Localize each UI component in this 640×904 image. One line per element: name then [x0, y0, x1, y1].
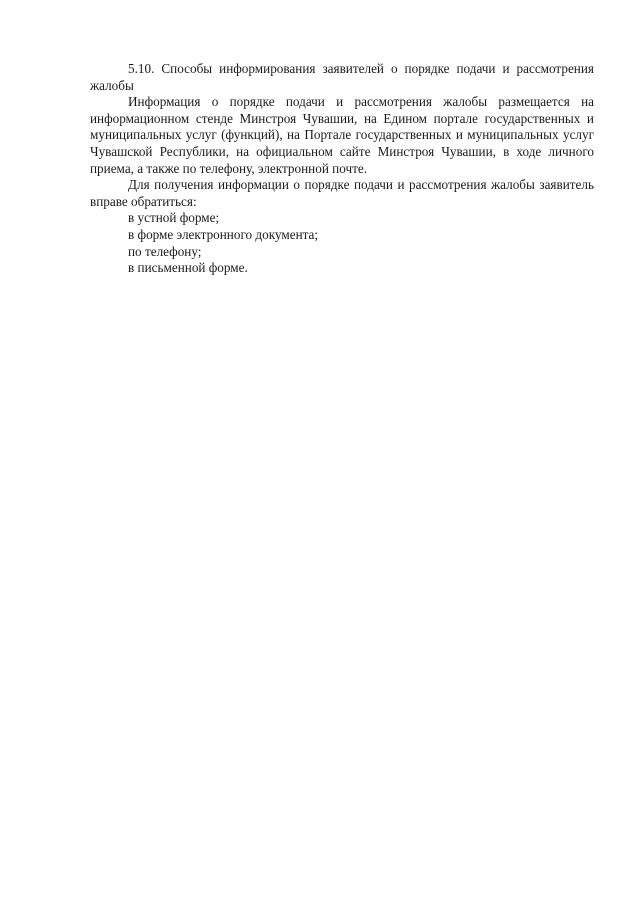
section-heading: 5.10. Способы информирования заявителей о порядке подачи и рассмотрения жалобы: [90, 61, 594, 93]
option-by-phone: по телефону;: [128, 243, 202, 259]
paragraph-info-placement: Информация о порядке подачи и рассмотрения жалобы размещается на информационном стенде Минстроя Чувашии, на Едином портале государственных и муниципальных услуг (функций), на Портале государственных и муниципальных услуг Чувашской Республики, на официальном сайте Минстроя Чувашии, в ходе личного приема, а также по телефону, электронной почте.: [90, 94, 594, 176]
option-electronic-document: в форме электронного документа;: [128, 226, 319, 242]
document-body: [90, 61, 594, 277]
option-written-form: в письменной форме.: [128, 260, 248, 276]
paragraph-how-to-apply: Для получения информации о порядке подачи и рассмотрения жалобы заявитель вправе обратиться:: [90, 177, 594, 209]
option-oral-form: в устной форме;: [128, 210, 220, 226]
